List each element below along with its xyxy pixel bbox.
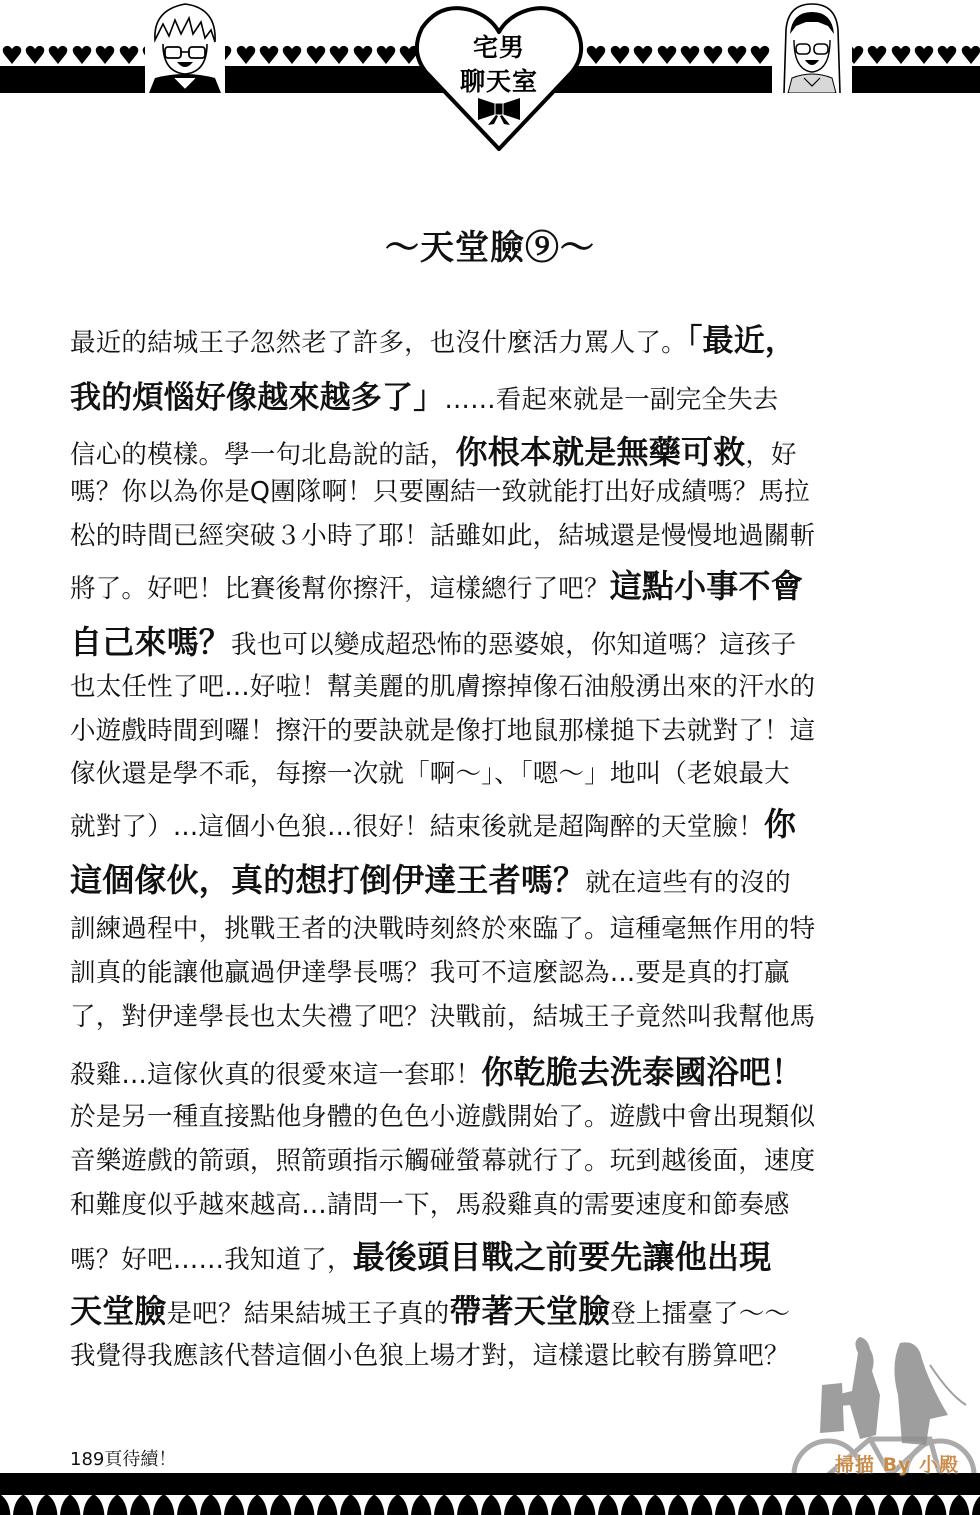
heart-border-icon [257,44,280,66]
body-text-segment: 嗎？好吧……我知道了， [70,1245,353,1275]
body-text-segment: 也太任性了吧…好啦！幫美麗的肌膚擦掉像石油般湧出來的汗水的 [70,672,816,702]
drop-border-icon [491,1495,514,1515]
drop-border-icon [515,1495,538,1515]
body-text-segment: 將了。好吧！比賽後幫你擦汗，這樣總行了吧？ [70,574,610,604]
body-line [70,323,797,359]
heart-border-icon [327,44,350,66]
body-line [70,433,797,471]
heart-border-icon [936,44,959,66]
drop-border-icon [678,1495,701,1515]
bow-icon [476,96,522,126]
drop-border-icon [351,1495,374,1515]
body-line [70,1292,791,1330]
heart-border-icon [351,44,374,66]
heart-border-icon [47,44,70,66]
body-line [70,805,797,843]
body-text-segment: ，好 [745,440,797,470]
body-line [70,1102,816,1132]
emphasis-text: 你根本就是無藥可救 [455,433,746,471]
body-line [70,477,810,507]
body-line [70,1238,772,1276]
body-text-segment: 最近的結城王子忽然老了許多，也沒什麼活力罵人了。 [70,328,687,358]
heart-border-icon [374,44,397,66]
drop-border-icon [725,1495,748,1515]
drop-border-icon [842,1495,865,1515]
drop-border-icon [538,1495,561,1515]
drop-border-icon [959,1495,980,1515]
heart-border-icon [702,44,725,66]
continued-note: 189頁待續！ [70,1449,177,1470]
heart-border-icon [749,44,772,66]
body-text-segment: 音樂遊戲的箭頭，照箭頭指示觸碰螢幕就行了。玩到越後面，速度 [70,1146,816,1176]
body-line [70,1146,816,1176]
drop-border-icon [374,1495,397,1515]
emphasis-text: 你 [763,805,797,843]
body-text-segment: 訓練過程中，挑戰王者的決戰時刻終於來臨了。這種毫無作用的特 [70,914,816,944]
drop-border-icon [608,1495,631,1515]
body-text-segment: 殺雞…這傢伙真的很愛來這一套耶！ [70,1060,482,1090]
drop-border-icon [187,1495,210,1515]
drop-border-icon [865,1495,888,1515]
drop-border-icon [795,1495,818,1515]
heart-border-icon [0,44,23,66]
body-line [70,1341,790,1371]
heart-border-icon [959,44,980,66]
body-text-segment: 傢伙還是學不乖，每擦一次就「啊～」、「嗯～」地叫（老娘最大 [70,759,790,789]
body-text-segment: 了，對伊達學長也太失禮了吧？決戰前，結城王子竟然叫我幫他馬 [70,1002,816,1032]
drop-border-icon [702,1495,725,1515]
girl-avatar-icon [772,0,852,93]
drop-border-icon [70,1495,93,1515]
drop-border-icon [23,1495,46,1515]
drop-border-icon [257,1495,280,1515]
heart-border-icon [281,44,304,66]
body-text-segment: 訓真的能讓他贏過伊達學長嗎？我可不這麼認為…要是真的打贏 [70,958,790,988]
drop-border-icon [819,1495,842,1515]
boy-avatar-icon [145,0,225,93]
body-line [70,716,816,746]
heart-border-icon [725,44,748,66]
emphasis-text: 「最近， [686,323,797,359]
drop-border-icon [936,1495,959,1515]
heart-border-icon [912,44,935,66]
drop-border-icon [47,1495,70,1515]
heart-border-icon [234,44,257,66]
heart-border-icon [632,44,655,66]
body-line [70,759,790,789]
body-text-segment: 就在這些有的沒的 [585,868,791,898]
drop-border-icon [772,1495,795,1515]
drop-border-icon [304,1495,327,1515]
body-line [70,1002,816,1032]
body-line [70,623,797,661]
heart-border-icon [94,44,117,66]
heart-border-icon [70,44,93,66]
body-text-segment: 我覺得我應該代替這個小色狼上場才對，這樣還比較有勝算吧？ [70,1341,790,1371]
drop-border-icon [421,1495,444,1515]
drop-border-icon [632,1495,655,1515]
footer-drop-border [0,1495,980,1515]
emphasis-text: 這點小事不會 [609,567,803,605]
drop-border-icon [585,1495,608,1515]
heart-border-icon [23,44,46,66]
body-line [70,958,790,988]
emphasis-text: 最後頭目戰之前要先讓他出現 [352,1238,772,1276]
heart-border-icon [608,44,631,66]
body-text-segment: ……看起來就是一副完全失去 [444,385,779,415]
drop-border-icon [211,1495,234,1515]
heart-border-icon [585,44,608,66]
body-text-segment: 登上擂臺了～～ [610,1299,791,1329]
body-line [70,1053,804,1091]
article-title: ～天堂臉⑨～ [385,228,595,268]
emphasis-text: 帶著天堂臉 [449,1292,611,1330]
badge-title-line1: 宅男 [472,33,525,62]
body-text-segment: 信心的模樣。學一句北島說的話， [70,440,456,470]
body-text-segment: 嗎？你以為你是Q團隊啊！只要團結一致就能打出好成績嗎？馬拉 [70,477,810,507]
drop-border-icon [94,1495,117,1515]
emphasis-text: 自己來嗎？ [70,623,232,661]
body-text-segment: 松的時間已經突破３小時了耶！話雖如此，結城還是慢慢地過關斬 [70,521,816,551]
drop-border-icon [398,1495,421,1515]
drop-border-icon [140,1495,163,1515]
body-line [70,861,791,899]
emphasis-text: 天堂臉 [70,1292,167,1330]
drop-border-icon [444,1495,467,1515]
body-line [70,380,779,416]
drop-border-icon [327,1495,350,1515]
drop-border-icon [749,1495,772,1515]
body-line [70,521,816,551]
heart-border-icon [117,44,140,66]
drop-border-icon [164,1495,187,1515]
heart-border-icon [865,44,888,66]
scanner-credit-watermark: 掃描 By 小殿 [835,1454,960,1476]
emphasis-text: 我的煩惱好像越來越多了」 [70,380,445,416]
drop-border-icon [234,1495,257,1515]
emphasis-text: 你乾脆去洗泰國浴吧！ [481,1053,804,1091]
heart-border-icon [889,44,912,66]
body-text-segment: 是吧？結果結城王子真的 [166,1299,450,1329]
drop-border-icon [281,1495,304,1515]
drop-border-icon [912,1495,935,1515]
badge-title-line2: 聊天室 [459,67,538,96]
footer-band [0,1473,980,1495]
body-text-segment: 小遊戲時間到囉！擦汗的要訣就是像打地鼠那樣搥下去就對了！這 [70,716,816,746]
body-text-segment: 就對了）…這個小色狼…很好！結束後就是超陶醉的天堂臉！ [70,812,764,842]
drop-border-icon [561,1495,584,1515]
drop-border-icon [889,1495,912,1515]
body-line [70,914,816,944]
body-text-segment: 和難度似乎越來越高…請問一下，馬殺雞真的需要速度和節奏感 [70,1190,790,1220]
drop-border-icon [117,1495,140,1515]
body-text-segment: 我也可以變成超恐怖的惡婆娘，你知道嗎？這孩子 [231,630,797,660]
heart-border-icon [678,44,701,66]
heart-border-icon [655,44,678,66]
body-text-segment: 於是另一種直接點他身體的色色小遊戲開始了。遊戲中會出現類似 [70,1102,816,1132]
emphasis-text: 這個傢伙，真的想打倒伊達王者嗎？ [70,861,586,899]
body-line [70,567,803,605]
body-line [70,1190,790,1220]
drop-border-icon [468,1495,491,1515]
body-line [70,672,816,702]
drop-border-icon [0,1495,23,1515]
heart-border-icon [304,44,327,66]
drop-border-icon [655,1495,678,1515]
